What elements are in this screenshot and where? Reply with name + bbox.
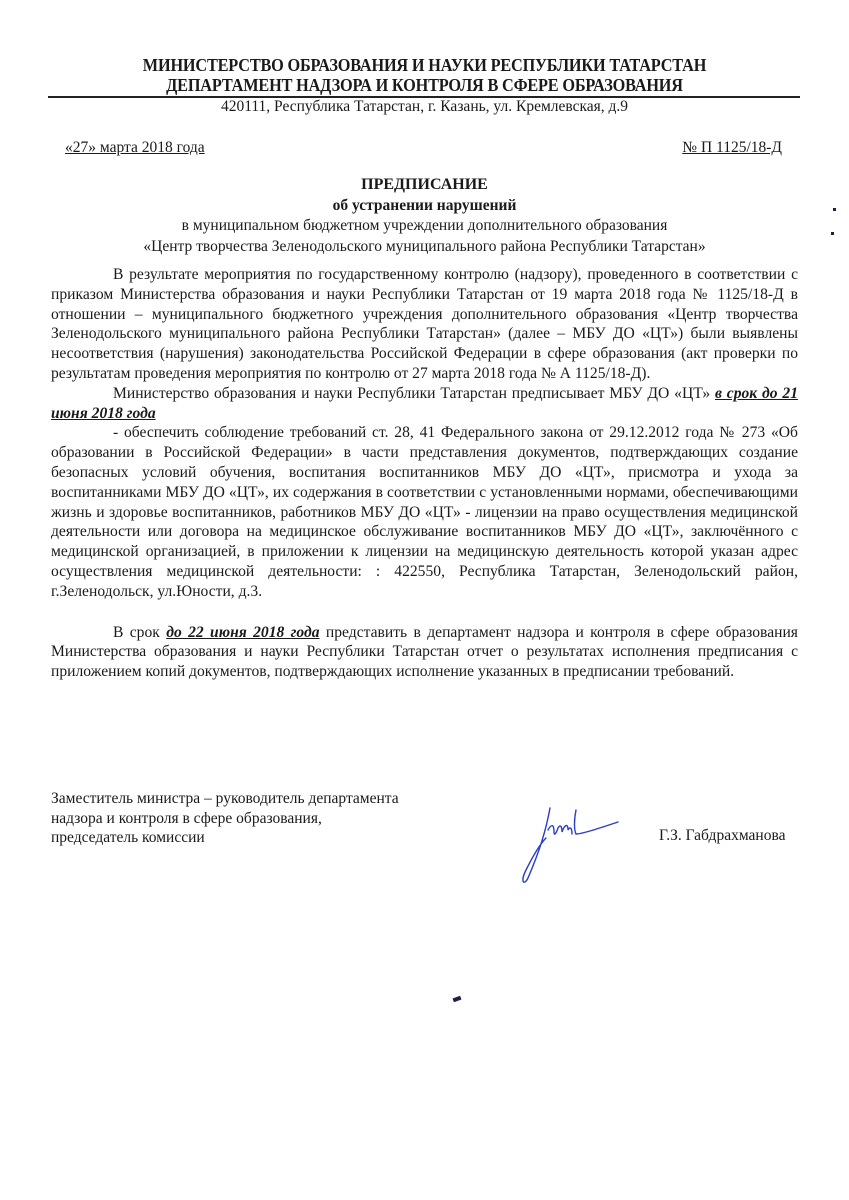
scan-speck (831, 232, 834, 235)
document-title-block (0, 175, 849, 257)
handwritten-signature (510, 800, 630, 890)
signatory-position-line: надзора и контроля в сфере образования, (51, 809, 322, 827)
report-deadline: до 22 июня 2018 года (166, 623, 320, 641)
institution-name: «Центр творчества Зеленодольского муниципального района Республики Татарстан» (143, 237, 706, 255)
report-text: представить в департамент надзора и контроля в сфере образования Министерства образования и науки Республики Татарстан отчет о результатах исполнения предписания с приложением копий документов, подтверждающих исполнение указанных в предписании требований. (51, 623, 798, 681)
paragraph-prescription (51, 384, 798, 424)
scan-speck (453, 996, 462, 1002)
document-subtitle: об устранении нарушений (332, 196, 517, 214)
prescription-deadline: в срок до 21 июня 2018 года (51, 384, 798, 422)
signature-stroke (523, 808, 618, 882)
paragraph-inspection-result: В результате мероприятия по государственному контролю (надзору), проведенного в соответствии с приказом Министерства образования и науки Республики Татарстан от 19 марта 2018 года № 1125/18-Д в отношении – муниципального бюджетного учреждения дополнительного образования «Центр творчества Зеленодольского муниципального района Республики Татарстан» (далее – МБУ ДО «ЦТ») были выявлены несоответствия (нарушения) законодательства Российской Федерации в сфере образования (акт проверки по результатам проведения мероприятия по контролю от 27 марта 2018 года № А 1125/18-Д). (51, 266, 798, 382)
signatory-name: Г.З. Габдрахманова (659, 827, 786, 844)
document-title: ПРЕДПИСАНИЕ (361, 176, 488, 193)
scan-speck (833, 208, 836, 211)
signatory-position-line: председатель комиссии (51, 829, 205, 846)
ministry-name: МИНИСТЕРСТВО ОБРАЗОВАНИЯ И НАУКИ РЕСПУБЛИКИ ТАТАРСТАН (142, 55, 707, 75)
department-name: ДЕПАРТАМЕНТ НАДЗОРА И КОНТРОЛЯ В СФЕРЕ ОБРАЗОВАНИЯ (166, 75, 683, 95)
document-date: «27» марта 2018 года (65, 139, 205, 156)
prescription-text: Министерство образования и науки Республики Татарстан предписывает МБУ ДО «ЦТ» (113, 384, 715, 402)
document-body (51, 265, 798, 682)
signatory-position-line: Заместитель министра – руководитель департамента (51, 790, 399, 807)
document-number: № П 1125/18-Д (682, 139, 782, 156)
signatory-position (51, 789, 399, 848)
letterhead-address: 420111, Республика Татарстан, г. Казань, ул. Кремлевская, д.9 (220, 98, 629, 115)
report-prefix: В срок (113, 623, 167, 641)
paragraph-requirement: - обеспечить соблюдение требований ст. 28, 41 Федерального закона от 29.12.2012 года № 273 «Об образовании в Российской Федерации» в части представления документов, подтверждающих создание безопасных условий обучения, воспитания воспитанников МБУ ДО «ЦТ», присмотра и ухода за воспитанниками МБУ ДО «ЦТ», их содержания в соответствии с установленными нормами, обеспечивающими жизнь и здоровье воспитанников, работников МБУ ДО «ЦТ» - лицензии на право осуществления медицинской деятельности или договора на медицинское обслуживание воспитанников МБУ ДО «ЦТ», заключённого с медицинской организацией, в приложении к лицензии на медицинскую деятельность которой указан адрес осуществления медицинской деятельности: : 422550, Республика Татарстан, Зеленодольский район, г.Зеленодольск, ул.Юности, д.3. (51, 424, 798, 600)
letterhead (0, 55, 849, 95)
paragraph-report (51, 623, 798, 682)
institution-line: в муниципальном бюджетном учреждении дополнительного образования (181, 217, 668, 234)
